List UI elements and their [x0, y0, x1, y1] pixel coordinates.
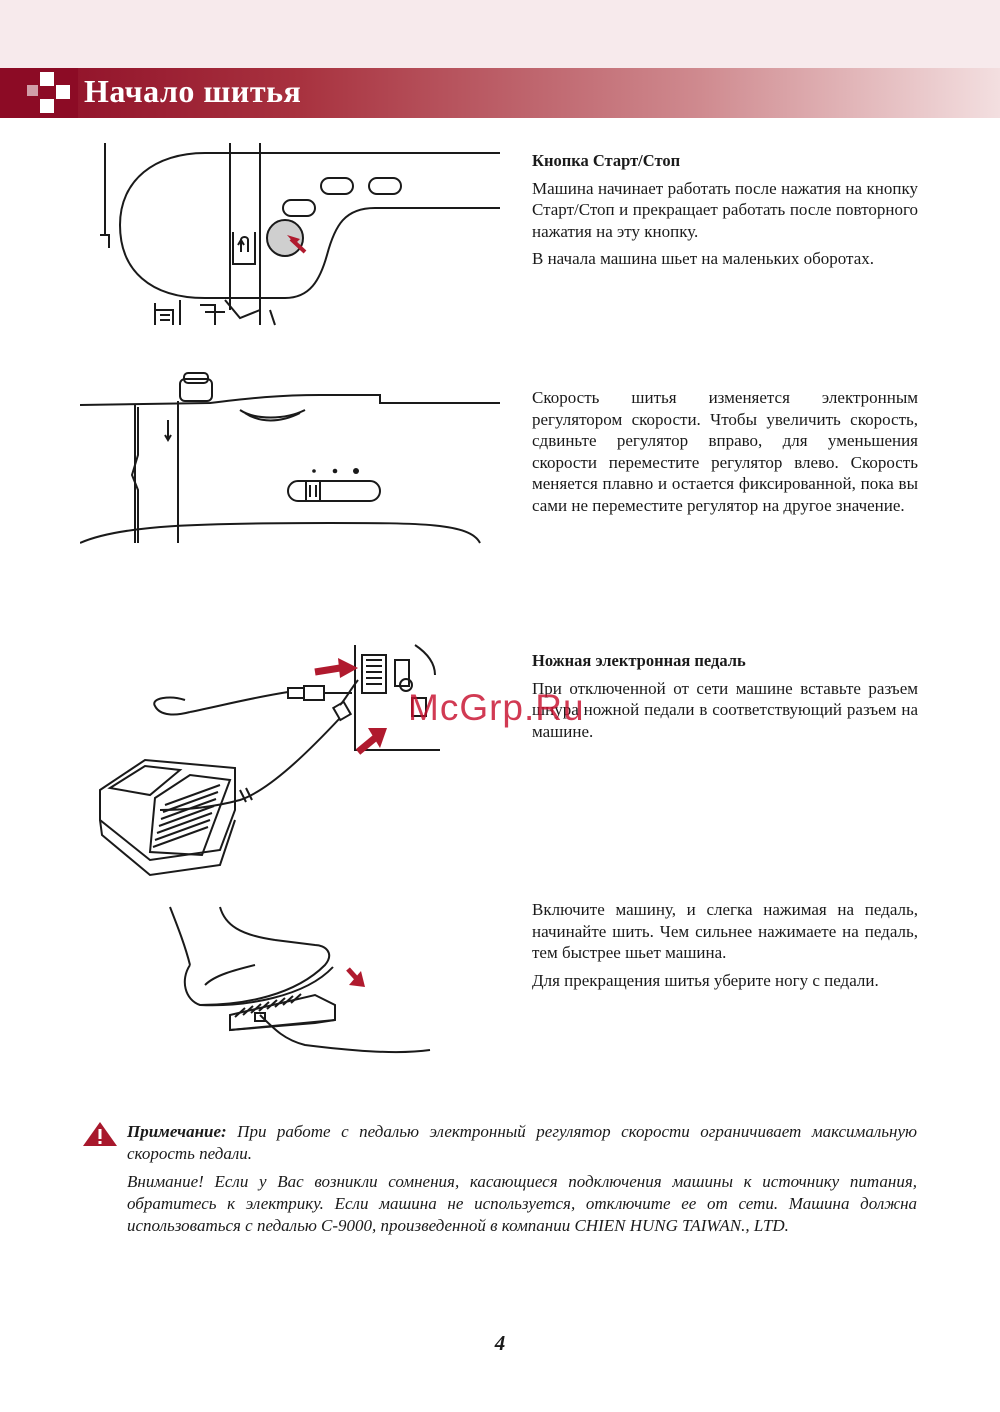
warning-icon	[82, 1121, 118, 1147]
note-block	[127, 1121, 917, 1243]
start-stop-section	[532, 150, 918, 276]
paragraph: В начала машина шьет на маленьких оборотах.	[532, 249, 874, 268]
usage-section	[532, 899, 918, 997]
paragraph: При отключенной от сети машине вставьте разъем шнура ножной педали в соответствующий разъем на машине.	[532, 678, 918, 741]
section-logo-icon	[0, 68, 78, 118]
note-text: При работе с педалью электронный регулятор скорости ограничивает максимальную скорость педали.	[127, 1122, 917, 1163]
page-title: Начало шитья	[84, 73, 302, 109]
top-band	[0, 0, 1000, 68]
paragraph: Включите машину, и слегка нажимая на педаль, начинайте шить. Чем сильнее нажимаете на педаль, тем быстрее шьет машина.	[532, 900, 918, 962]
foot-pedal-section	[532, 650, 918, 748]
paragraph: Скорость шитья изменяется электронным регулятором скорости. Чтобы увеличить скорость, сдвиньте регулятор вправо, для уменьшения скорости переместите регулятор влево. Скорость меняется плавно и остается фиксированной, пока вы сами не переместите регулятор на другое значение.	[532, 388, 918, 515]
note-label: Примечание:	[127, 1122, 227, 1141]
warning-paragraph: Внимание! Если у Вас возникли сомнения, касающиеся подключения машины к источнику питания, обратитесь к электрику. Если машина не используется, отключите ее от сети. Машина должна использоваться с педалью С-9000, произведенной в компании CHIEN HUNG TAIWAN., LTD.	[127, 1172, 917, 1235]
section-heading: Ножная электронная педаль	[532, 651, 746, 670]
section-heading: Кнопка Старт/Стоп	[532, 151, 681, 170]
pressing-pedal-illustration	[165, 905, 435, 1055]
start-stop-illustration	[95, 140, 505, 330]
foot-pedal-connection-illustration	[90, 640, 450, 880]
speed-slider-illustration	[80, 365, 505, 550]
speed-section	[532, 387, 918, 522]
paragraph: Машина начинает работать после нажатия на кнопку Старт/Стоп и прекращает работать после повторного нажатия на эту кнопку.	[532, 178, 918, 241]
page-number: 4	[494, 1331, 506, 1355]
watermark: McGrp.Ru	[408, 687, 585, 728]
paragraph: Для прекращения шитья уберите ногу с педали.	[532, 970, 879, 990]
note-paragraph	[127, 1121, 917, 1165]
